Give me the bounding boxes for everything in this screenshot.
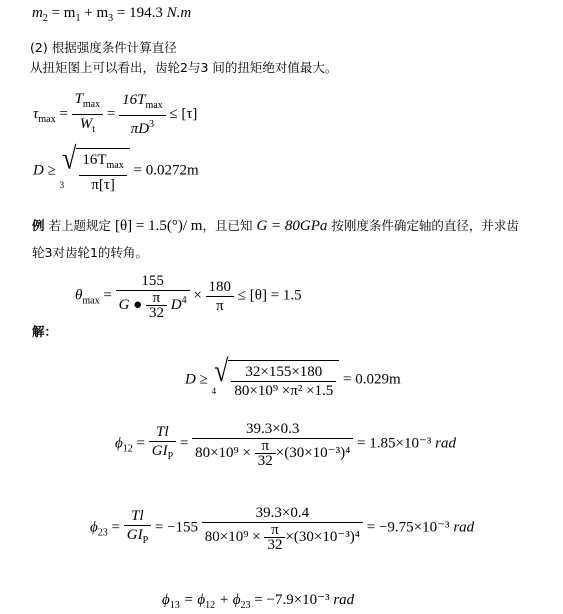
formula-theta: $\theta_{max}$ = 155 G ● $\frac{\pi}{32}$ $D^4$ × $\frac{180}{\pi}$ ≤ [θ] = 1.5 <box>75 273 302 321</box>
formula-diameter-stiffness: D ≥ 4 √ $\frac{32\times 155\times 180}{\text{80×10⁹ ×π² ×1.5}}$ = 0.029m <box>185 353 401 399</box>
formula-m2: $m_2 = m_1 + m_3 = 194.3$ N.m <box>32 5 192 24</box>
formula-phi23: $\phi_{23}$ = $\frac{Tl}{GI_P}$ = −155 39.3×0.4 80×10⁹ × $\frac{\pi}{32}$ ×(30×10⁻³)⁴ = −9.75×10⁻³ rad <box>90 505 475 553</box>
solution-label: 解： <box>32 324 58 339</box>
formula-phi12: $\phi_{12}$ = $\frac{Tl}{GI_P}$ = 39.3×0.3 80×10⁹ × $\frac{\pi}{32}$ ×(30×10⁻³)⁴ = 1.85×10⁻³ rad <box>115 421 456 469</box>
paragraph-torque: 从扭矩图上可以看出，齿轮2与3 间的扭矩绝对值最大。 <box>30 60 338 75</box>
formula-diameter-strength: D ≥ 3 √ $\frac{16T_{max}}{\pi[\tau]}$ = 0.0272m <box>33 141 199 193</box>
formula-tau: $\tau_{max}$ = $\frac{T_{max}}{W_t}$ = $\frac{16T_{max}}{\pi D^3}$ ≤ [τ] <box>33 91 198 137</box>
section-heading-2: (2) 根据强度条件计算直径 <box>30 40 177 55</box>
formula-phi13: $\phi_{13} = \phi_{12} + \phi_{23} = -7.9\times 10^{-3}$ rad <box>162 592 355 611</box>
example-paragraph-cont: 轮3对齿轮1的转角。 <box>32 245 148 260</box>
example-paragraph: 例 若上题规定 [θ] = 1.5(°)/ m，且已知 G = 80GPa 按刚度条件确定轴的直径，并求齿 <box>32 218 519 234</box>
